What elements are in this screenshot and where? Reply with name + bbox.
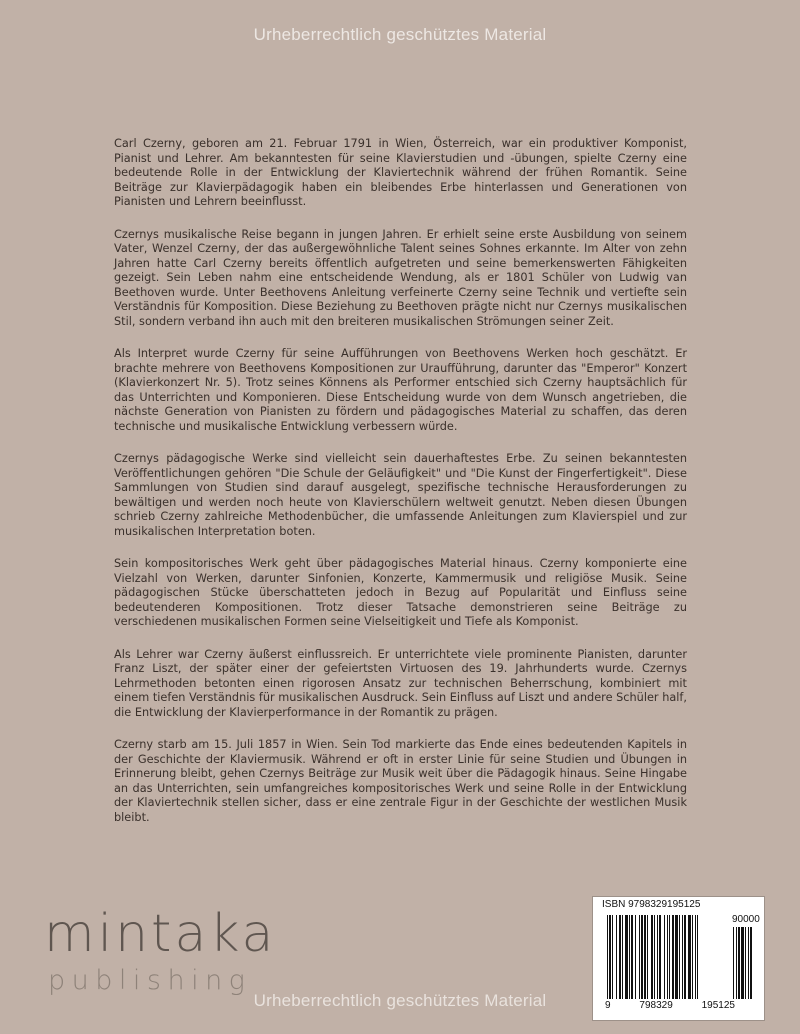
isbn-label: ISBN 9798329195125 — [602, 899, 701, 910]
barcode-bar — [692, 915, 693, 999]
barcode-bar — [688, 915, 691, 999]
watermark-top: Urheberrechtlich geschütztes Material — [253, 25, 547, 44]
barcode-bar — [622, 915, 623, 999]
barcode-bar — [669, 915, 670, 999]
barcode-bar — [697, 915, 698, 999]
barcode-bar — [635, 915, 636, 999]
barcode-bar — [625, 915, 628, 999]
barcode-digit-group-2: 195125 — [701, 1000, 735, 1011]
barcode-bar — [647, 915, 648, 999]
barcode-digit-first: 9 — [605, 1000, 611, 1011]
barcode-bar — [679, 915, 680, 999]
barcode-bar — [641, 915, 643, 999]
barcode-bar — [684, 915, 686, 999]
barcode-digits — [605, 1000, 735, 1011]
barcode-bar — [667, 915, 668, 999]
barcode-bar — [651, 915, 653, 999]
barcode-addon-bar — [736, 927, 737, 999]
barcode-bar — [616, 915, 617, 999]
barcode-bar — [664, 915, 665, 999]
paragraph-6: Als Lehrer war Czerny äußerst einflussreich. Er unterrichtete viele prominente Pianisten, darunter Franz Liszt, der später einer der gefeiertsten Virtuosen des 19. Jahrhunderts wurde. Czernys Lehrmethoden betonten einen rigorosen Ansatz zur technischen Beherrschung, kombiniert mit einem tiefen Verständnis für musikalischen Ausdruck. Sein Einfluss auf Liszt und andere Schüler half, die Entwicklung der Klavierperformance in der Romantik zu prägen. — [114, 647, 687, 719]
paragraph-2: Czernys musikalische Reise begann in jungen Jahren. Er erhielt seine erste Ausbildung von seinem Vater, Wenzel Czerny, der das außergewöhnliche Talent seines Sohnes erkannte. Im Alter von zehn Jahren hatte Carl Czerny bereits öffentlich aufgetreten und seine bemerkenswerten Fähigkeiten gezeigt. Sein Leben nahm eine entscheidende Wendung, als er 1801 Schüler von Ludwig van Beethoven wurde. Unter Beethovens Anleitung verfeinerte Czerny seine Technik und vertiefte sein Verständnis für Komposition. Diese Beziehung zu Beethoven prägte nicht nur Czernys musikalischen Stil, sondern verband ihn auch mit den breiteren musikalischen Strömungen seiner Zeit. — [114, 227, 687, 328]
barcode-bar — [639, 915, 640, 999]
barcode-bar — [682, 915, 683, 999]
paragraph-5: Sein kompositorisches Werk geht über pädagogisches Material hinaus. Czerny komponierte eine Vielzahl von Werken, darunter Sinfonien, Konzerte, Kammermusik und religiöse Musik. Seine pädagogischen Stücke überschatteten jedoch in Bezug auf Popularität und Einfluss seine bedeutenderen Kompositionen. Trotz dieser Tatsache demonstrieren seine Beiträge zu verschiedenen musikalischen Formen seine Vielseitigkeit und Tiefe als Komponist. — [114, 557, 687, 628]
barcode-bar — [629, 915, 630, 999]
barcode-bar — [619, 915, 621, 999]
barcode-bar — [612, 915, 613, 999]
barcode-bar — [607, 915, 608, 999]
isbn-barcode — [592, 896, 765, 1021]
barcode-addon-bar — [750, 927, 752, 999]
barcode-bar — [672, 915, 674, 999]
paragraph-3: Als Interpret wurde Czerny für seine Aufführungen von Beethovens Werken hoch geschätzt. Er brachte mehrere von Beethovens Kompositionen zur Uraufführung, darunter das "Emperor" Konzert (Klavierkonzert Nr. 5). Trotz seines Könnens als Performer entschied sich Czerny hauptsächlich für das Unterrichten und Komponieren. Diese Entscheidung wurde von dem Wunsch angetrieben, die nächste Generation von Pianisten zu fördern und pädagogisches Material zu schaffen, das deren technische und musikalische Entwicklung verbessern würde. — [114, 347, 687, 433]
publisher-logo-subtitle: publishing — [48, 965, 252, 996]
barcode-bar — [675, 915, 678, 999]
barcode-bar — [659, 915, 661, 999]
barcode-bar — [609, 915, 611, 999]
barcode-bar — [654, 915, 655, 999]
paragraph-1: Carl Czerny, geboren am 21. Februar 1791 in Wien, Österreich, war ein produktiver Komponist, Pianist und Lehrer. Am bekanntesten für seine Klavierstudien und -übungen, spielte Czerny eine bedeutende Rolle in der Entwicklung der Klaviertechnik während der frühen Romantik. Seine Beiträge zur Klavierpädagogik haben ein bleibendes Erbe hinterlassen und Generationen von Pianisten und Lehrern beeinflusst. — [114, 137, 687, 208]
barcode-addon-bar — [745, 927, 746, 999]
barcode-addon-bar — [733, 927, 734, 999]
barcode-addon-bar — [741, 927, 744, 999]
paragraph-7: Czerny starb am 15. Juli 1857 in Wien. Sein Tod markierte das Ende eines bedeutenden Kapitels in der Geschichte der Klaviermusik. Während er oft in erster Linie für seine Studien und Übungen in Erinnerung bleibt, gehen Czernys Beiträge zur Musik weit über die Pädagogik hinaus. Seine Hingabe an das Unterrichten, sein umfangreiches kompositorisches Werk und seine Rolle in der Entwicklung der Klaviertechnik stellen sicher, dass er eine zentrale Figur in der Geschichte der westlichen Musik bleibt. — [114, 738, 687, 824]
watermark-bottom: Urheberrechtlich geschütztes Material — [253, 991, 547, 1010]
barcode-addon-bar — [748, 927, 749, 999]
barcode-bar — [644, 915, 646, 999]
publisher-logo-name: mintaka — [44, 904, 277, 964]
back-cover-text — [114, 137, 687, 843]
barcode-bar — [657, 915, 658, 999]
price-code: 90000 — [732, 914, 760, 925]
paragraph-4: Czernys pädagogische Werke sind vielleicht sein dauerhaftestes Erbe. Zu seinen bekanntesten Veröffentlichungen gehören "Die Schule der Geläufigkeit" und "Die Kunst der Fingerfertigkeit". Diese Sammlungen von Studien sind darauf ausgelegt, spezifische technische Herausforderungen zu bewältigen und werden noch heute von Klavierschülern weltweit genutzt. Neben diesen Übungen schrieb Czerny zahlreiche Methodenbücher, die umfassende Anleitungen zum Klavierspiel und zur musikalischen Interpretation boten. — [114, 452, 687, 538]
barcode-bar — [631, 915, 633, 999]
barcode-digit-group-1: 798329 — [639, 1000, 673, 1011]
barcode-addon-bar — [738, 927, 740, 999]
barcode-bar — [695, 915, 696, 999]
